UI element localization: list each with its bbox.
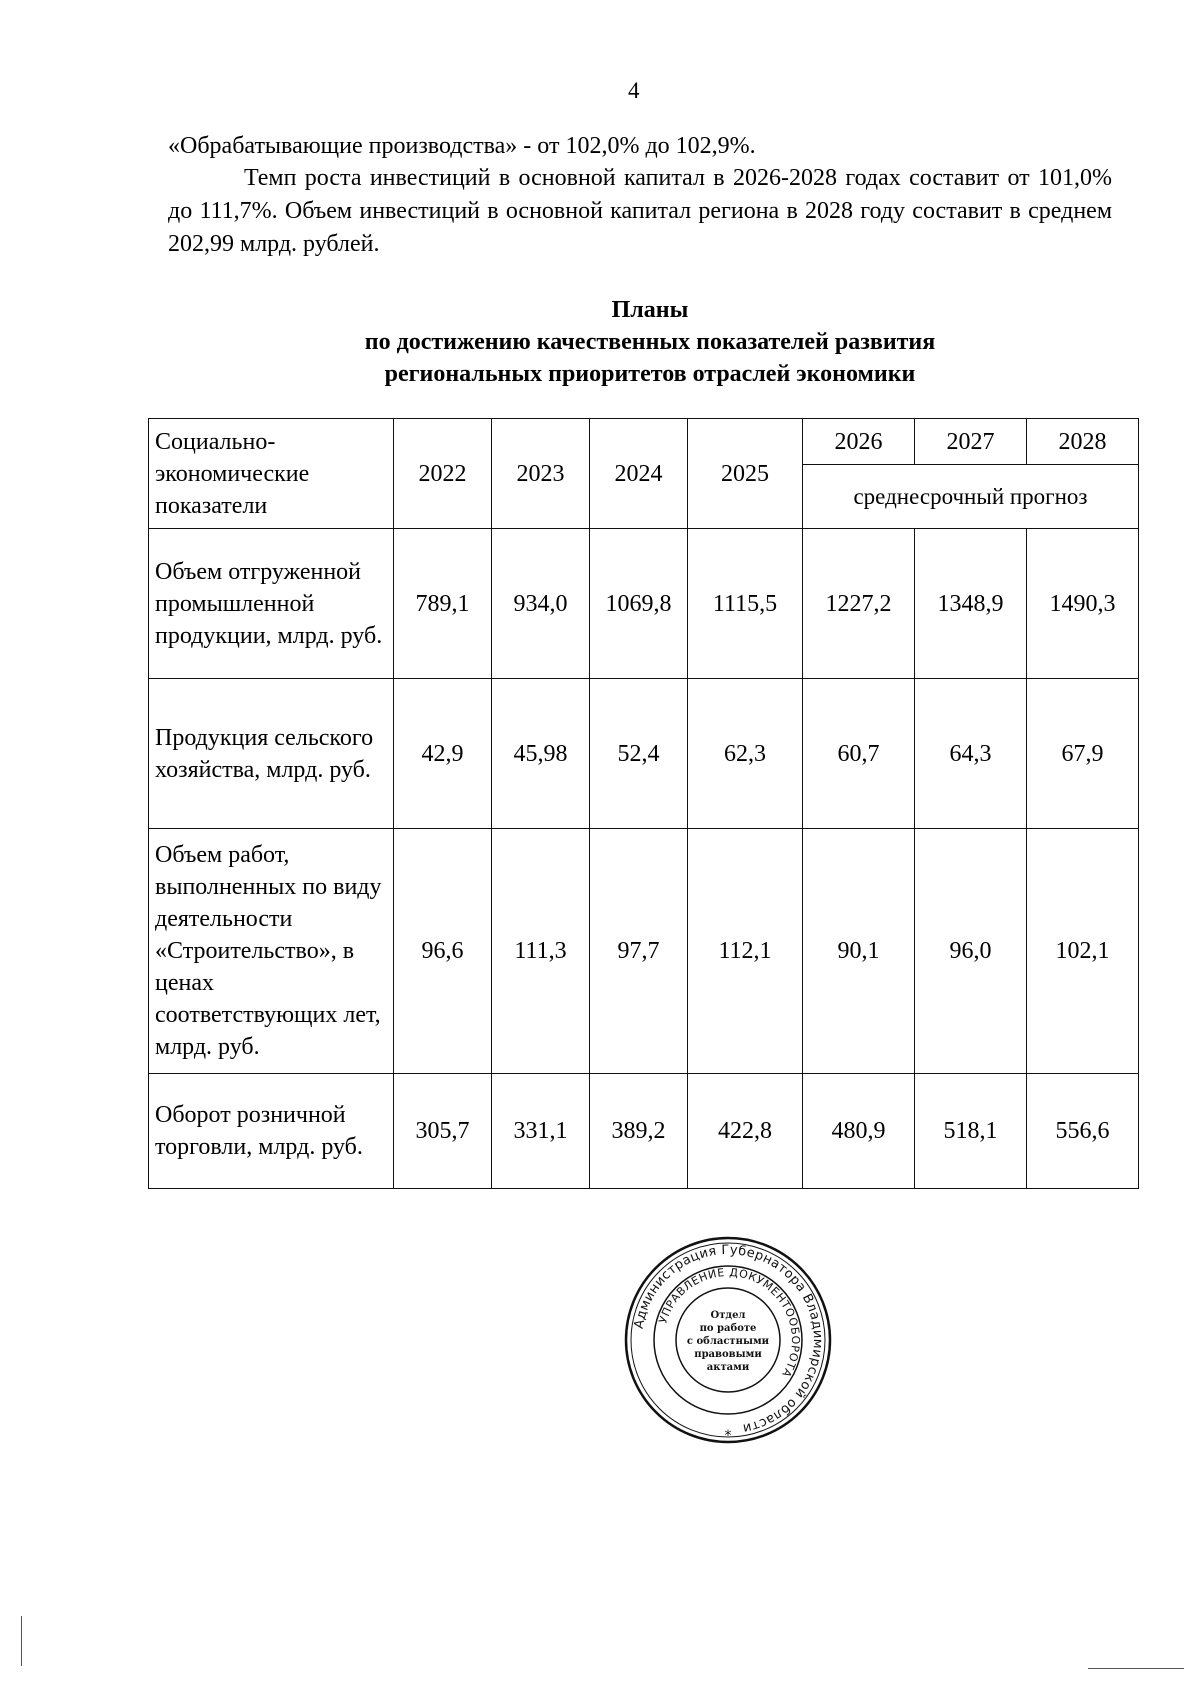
year-header-2027: 2027 (915, 419, 1027, 465)
paragraph-manufacturing: «Обрабатывающие производства» - от 102,0% до 102,9%. (168, 133, 756, 159)
cell-value: 934,0 (492, 529, 590, 679)
cell-value: 62,3 (688, 679, 803, 829)
row-label: Оборот розничной торговли, млрд. руб. (149, 1074, 394, 1189)
table-title (200, 294, 1100, 390)
cell-value: 45,98 (492, 679, 590, 829)
cell-value: 42,9 (394, 679, 492, 829)
table-row (149, 1074, 1139, 1189)
cell-value: 789,1 (394, 529, 492, 679)
cell-value: 1115,5 (688, 529, 803, 679)
stamp-center-line: с областными (686, 1336, 770, 1347)
year-header-2023: 2023 (492, 419, 590, 529)
header-label-cell: Социально-экономические показатели (149, 419, 394, 529)
stamp-center-line: правовыми (694, 1349, 762, 1360)
table-row (149, 529, 1139, 679)
cell-value: 64,3 (915, 679, 1027, 829)
cell-value: 96,6 (394, 829, 492, 1074)
cell-value: 422,8 (688, 1074, 803, 1189)
cell-value: 112,1 (688, 829, 803, 1074)
paragraph-investment: Темп роста инвестиций в основной капитал в 2026-2028 годах составит от 101,0% до 111,7%. Объем инвестиций в основной капитал региона в 2028 году составит в среднем 202,99 млрд. рублей. (168, 165, 1112, 257)
cell-value: 52,4 (590, 679, 688, 829)
stamp-inner-text: УПРАВЛЕНИЕ ДОКУМЕНТООБОРОТА (656, 1265, 803, 1380)
cell-value: 1348,9 (915, 529, 1027, 679)
cell-value: 1490,3 (1027, 529, 1139, 679)
cell-value: 1227,2 (803, 529, 915, 679)
cell-value: 97,7 (590, 829, 688, 1074)
year-header-2024: 2024 (590, 419, 688, 529)
cell-value: 305,7 (394, 1074, 492, 1189)
year-header-2022: 2022 (394, 419, 492, 529)
title-line-2: по достижению качественных показателей развития (364, 329, 936, 355)
year-header-2025: 2025 (688, 419, 803, 529)
forecast-label: среднесрочный прогноз (803, 465, 1139, 529)
cell-value: 556,6 (1027, 1074, 1139, 1189)
page-number: 4 (628, 78, 640, 103)
cell-value: 67,9 (1027, 679, 1139, 829)
cell-value: 102,1 (1027, 829, 1139, 1074)
margin-scan-mark (21, 1616, 22, 1666)
cell-value: 518,1 (915, 1074, 1027, 1189)
cell-value: 389,2 (590, 1074, 688, 1189)
year-header-2028: 2028 (1027, 419, 1139, 465)
title-line-1: Планы (611, 297, 689, 323)
row-label: Объем работ, выполненных по виду деятельности «Строительство», в ценах соответствующих лет, млрд. руб. (149, 829, 394, 1074)
footer-rule (1088, 1668, 1184, 1669)
cell-value: 60,7 (803, 679, 915, 829)
title-line-3: региональных приоритетов отраслей экономики (384, 361, 916, 387)
table-row (149, 829, 1139, 1074)
stamp-center-line: Отдел (710, 1310, 746, 1321)
stamp-center-line: по работе (699, 1323, 757, 1334)
cell-value: 480,9 (803, 1074, 915, 1189)
cell-value: 111,3 (492, 829, 590, 1074)
table-row (149, 679, 1139, 829)
row-label: Объем отгруженной промышленной продукции, млрд. руб. (149, 529, 394, 679)
stamp-outer-text: Администрация Губернатора Владимирской области (631, 1242, 826, 1436)
year-header-2026: 2026 (803, 419, 915, 465)
cell-value: 1069,8 (590, 529, 688, 679)
header-row (149, 419, 1139, 465)
row-label: Продукция сельского хозяйства, млрд. руб. (149, 679, 394, 829)
indicators-table (148, 418, 1139, 1189)
cell-value: 96,0 (915, 829, 1027, 1074)
cell-value: 331,1 (492, 1074, 590, 1189)
stamp-center-line: актами (706, 1362, 750, 1373)
cell-value: 90,1 (803, 829, 915, 1074)
stamp-star-icon: * (724, 1428, 732, 1444)
official-stamp (622, 1234, 834, 1446)
